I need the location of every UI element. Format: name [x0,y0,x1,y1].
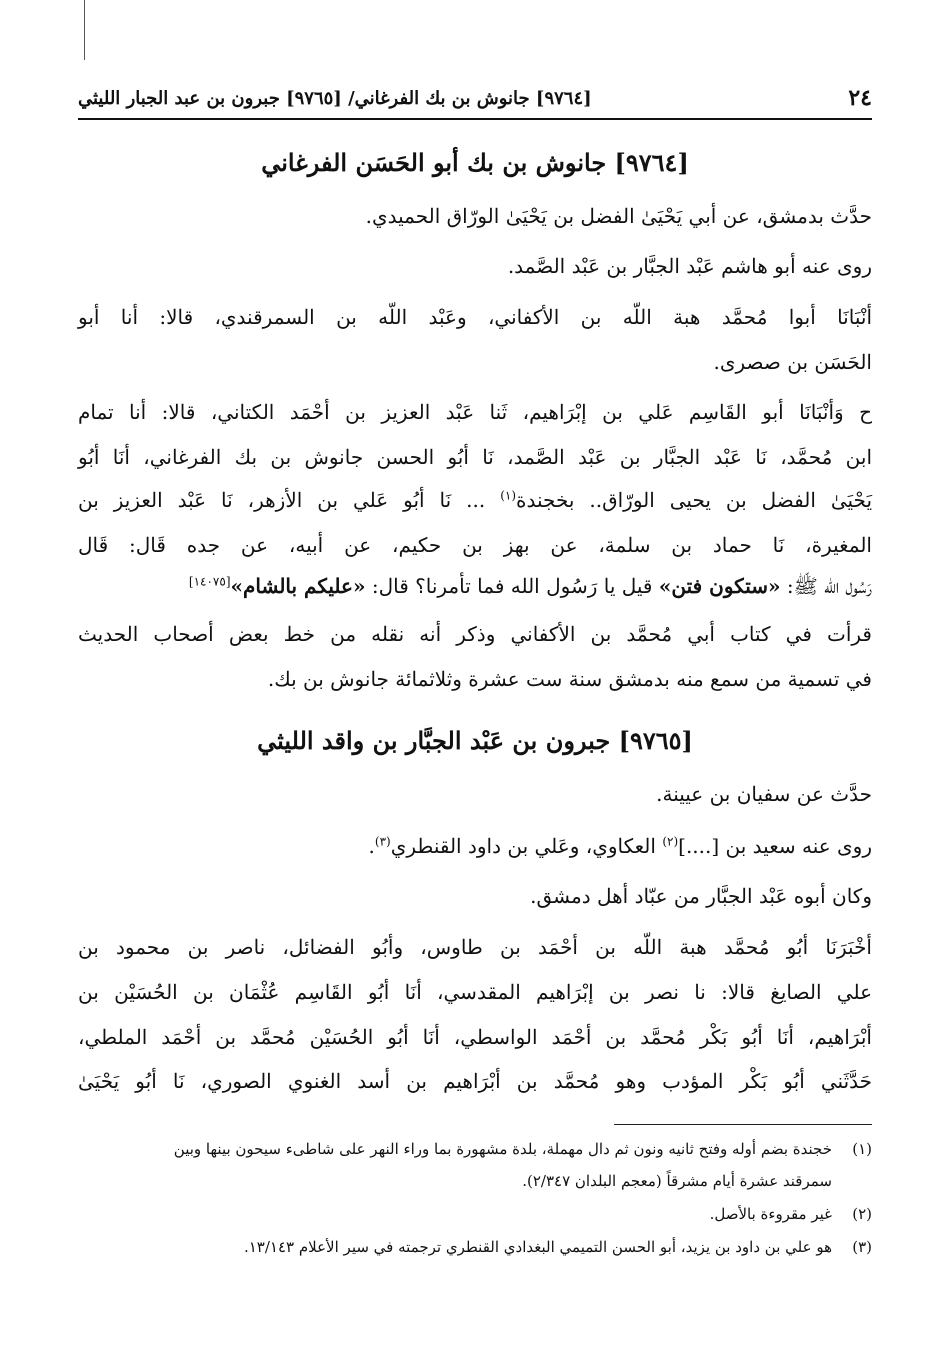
footnote-rule [614,1124,872,1125]
hadith-quote: «عليكم بالشام» [230,574,366,598]
hadith-number: [١٤٠٧٥] [188,574,231,589]
text-line: حدَّث بدمشق، عن أبي يَحْيَىٰ الفضل بن يَحْيَىٰ الورّاق الحميدي. [365,204,872,228]
text-segment: روى عنه سعيد بن [....] [678,834,872,858]
text-line: ح وَأنْبَانَا أبو القَاسِم عَلي بن إبْرَاهيم، ثَنا عَبْد العزيز بن أحْمَد الكتاني، قالا: أنا تمام [78,400,872,424]
text-line: علي الصايغ قالا: نا نصر بن إبْرَاهيم المقدسي، أنَا أبُو القَاسِم عُثْمَان بن الحُسَيْن بن [78,980,872,1004]
footnote-2 [78,1205,872,1223]
running-header [78,80,872,116]
text-line-with-footnotes: روى عنه سعيد بن [....]$^{(٢)}$ العكاوي، وعَلي بن داود القنطري$^{(٣)}$. [368,834,872,858]
text-segment: يَحْيَىٰ الفضل بن يحيى الورّاق.. بخجندة [516,488,873,512]
text-segment: قيل يا رَسُول الله فما تأمرنا؟ قال: [371,574,653,598]
footnote-number: (٢) [852,1205,872,1223]
entry-title-9765: [٩٧٦٥] جبرون بن عَبْد الجبَّار بن واقد الليثي [257,726,693,755]
running-title: [٩٧٦٤] جانوش بن بك الفرغاني/ [٩٧٦٥] جبرون بن عبد الجبار الليثي [78,87,592,109]
footnote-ref: (٢) [662,834,679,849]
footnote-text: هو علي بن داود بن يزيد، أبو الحسن التميمي البغدادي القنطري ترجمته في سير الأعلام ١٣/١٤٣. [243,1238,832,1256]
text-segment: رَسُول الله ﷺ: [786,574,872,598]
text-line: المغيرة، نَا حماد بن سلمة، عن بهز بن حكيم، عن أبيه، عن جده قَال: قَال [78,533,872,557]
text-segment: العكاوي، وعَلي بن داود القنطري [390,834,656,858]
text-line: في تسمية من سمع منه بدمشق سنة ست عشرة وثلاثمائة جانوش بن بك. [267,667,872,691]
text-line: أخْبَرَنَا أبُو مُحمَّد هبة اللّه بن أحْمَد بن طاوس، وأبُو الفضائل، ناصر بن محمود بن [78,935,872,959]
footnote-ref: (١) [500,488,517,503]
text-line: أبْرَاهيم، أنَا أبُو بَكْر مُحمَّد بن أحْمَد الواسطي، أنَا أبُو الحُسَيْن مُحمَّد بن أحْمَد الملطي، [78,1025,872,1049]
entry-title-9764: [٩٧٦٤] جانوش بن بك أبو الحَسَن الفرغاني [261,148,689,177]
text-line: قرأت في كتاب أبي مُحمَّد بن الأكفاني وذكر أنه نقله من خط بعض أصحاب الحديث [78,622,872,646]
text-segment: ... نَا أبُو عَلي بن الأزهر، نَا عَبْد العزيز بن [78,488,486,512]
text-line: روى عنه أبو هاشم عَبْد الجبَّار بن عَبْد الصَّمد. [507,254,872,278]
text-line: وكان أبوه عَبْد الجبَّار من عبّاد أهل دمشق. [530,884,872,908]
text-line: حَدَّثَني أبُو بَكْر المؤدب وهو مُحمَّد بن أبْرَاهيم بن أسد الغنوي الصوري، نَا أبُو يَحْيَىٰ [78,1069,872,1093]
page-binding-line [84,0,85,60]
header-rule [78,118,872,120]
hadith-line [78,574,872,603]
text-line: ابن مُحمَّد، نَا عَبْد الجبَّار بن عَبْد الصَّمد، نَا أبُو الحسن جانوش بن بك الفرغاني، أنَا أبُو [78,445,872,469]
text-line-with-footnote [78,488,872,512]
footnote-3 [78,1238,872,1256]
footnote-1-continued: سمرقند عشرة أيام مشرقاً (معجم البلدان ٢/٣٤٧). [522,1172,832,1190]
footnote-1 [78,1140,872,1158]
footnote-number: (١) [852,1140,872,1158]
footnote-ref: (٣) [374,834,391,849]
footnote-number: (٣) [852,1238,872,1256]
text-line: الحَسَن بن صصرى. [713,350,872,374]
hadith-quote: «ستكون فتن» [658,574,781,598]
page-number: ٢٤ [848,85,872,111]
text-line: أنْبَانَا أبوا مُحمَّد هبة اللّه بن الأكفاني، وعَبْد اللّه بن السمرقندي، قالا: أنا أبو [78,305,872,329]
footnote-text: غير مقروءة بالأصل. [709,1205,832,1223]
footnote-text: خجندة بضم أوله وفتح ثانيه ونون ثم دال مهملة، بلدة مشهورة بما وراء النهر على شاطىء سيحون بينها وبين [173,1140,832,1158]
text-line: حدَّث عن سفيان بن عيينة. [656,782,872,806]
